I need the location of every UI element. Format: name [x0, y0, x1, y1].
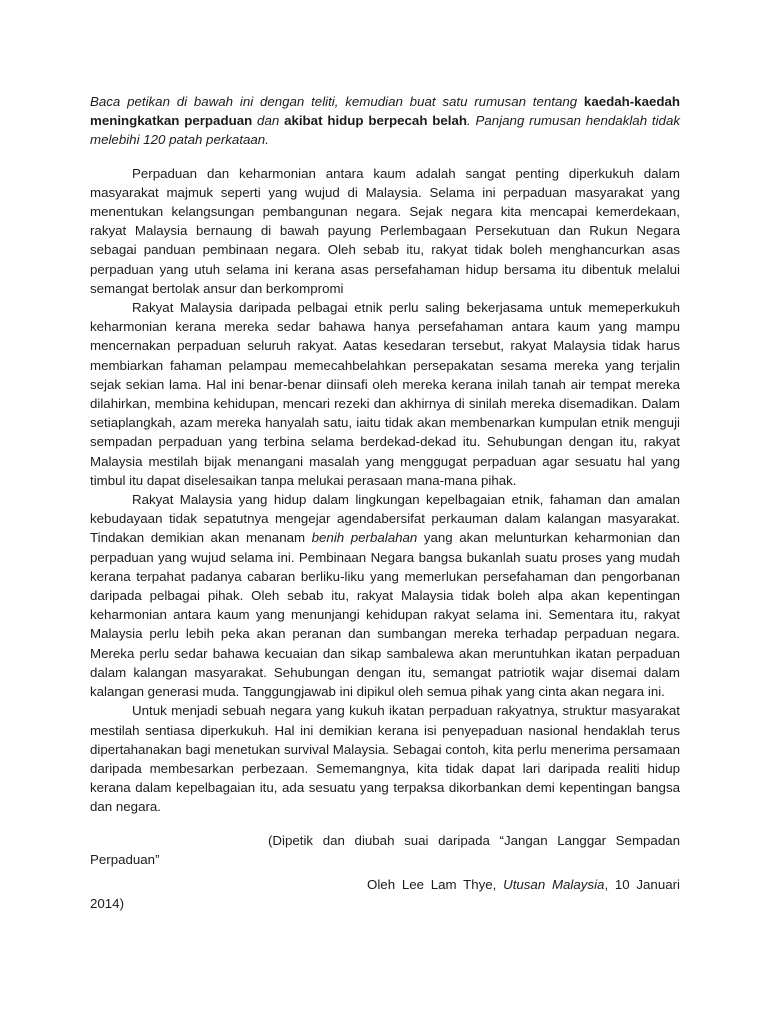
- paragraph-3-text: Rakyat Malaysia yang hidup dalam lingkungan kepelbagaian etnik, fahaman dan amalan kebudayaan tidak sepatutnya mengejar agendabersifat perkauman dalam kalangan masyarakat. Tindakan demikian akan menanam: [90, 492, 680, 546]
- citation-line: Perpaduan”: [90, 851, 160, 867]
- instructions-text: . Panjang rumusan hendaklah tidak melebihi 120 patah perkataan.: [90, 113, 680, 148]
- paragraph-3-text: yang akan melunturkan keharmonian dan perpaduan yang wujud selama ini. Pembinaan Negara bangsa bukanlah suatu proses yang mudah kerana terpahat padanya cabaran berliku-liku yang memerlukan persefahaman dan pengorbanan daripada pelbagai pihak. Oleh sebab itu, rakyat Malaysia tidak boleh alpa akan kepentingan keharmonian antara kaum yang menunjangi kehidupan rakyat selama ini. Sementara itu, rakyat Malaysia perlu lebih peka akan peranan dan sumbangan mereka terhadap perpaduan negara. Mereka perlu sedar bahawa kecuaian dan sikap sambalewa akan meruntuhkan ikatan perpaduan dalam kalangan masyarakat. Sehubungan dengan itu, semangat patriotik wajar disemai dalam kalangan generasi muda. Tanggungjawab ini dipikul oleh semua pihak yang cinta akan negara ini.: [90, 530, 680, 700]
- instructions: [90, 92, 680, 150]
- citation-line: 2014): [90, 896, 125, 912]
- citation-date: , 10 Januari: [604, 876, 681, 892]
- instructions-text: Baca petikan di bawah ini dengan teliti, kemudian buat satu rumusan tentang: [90, 94, 584, 109]
- instructions-text: dan: [252, 113, 285, 129]
- instructions-bold-consequences: akibat hidup berpecah belah: [284, 113, 468, 129]
- paragraph-3: [90, 490, 680, 701]
- document-page: [90, 92, 680, 913]
- paragraph-1: Perpaduan dan keharmonian antara kaum adalah sangat penting diperkukuh dalam masyarakat majmuk seperti yang wujud di Malaysia. Selama ini perpaduan masyarakat yang menentukan kelangsungan pembangunan negara. Sejak negara kita mencapai kemerdekaan, rakyat Malaysia bernaung di bawah payung Perlembagaan Persekutuan dan Rukun Negara sebagai panduan pembinaan negara. Oleh sebab itu, rakyat tidak boleh menghancurkan asas perpaduan yang utuh selama ini kerana asas persefahaman hidup bersama itu dibentuk melalui semangat bertolak ansur dan berkompromi: [90, 165, 680, 296]
- citation-publication: Utusan Malaysia: [503, 876, 605, 892]
- paragraph-4: Untuk menjadi sebuah negara yang kukuh ikatan perpaduan rakyatnya, struktur masyarakat mestilah sentiasa diperkukuh. Hal ini demikian kerana isi penyepaduan nasional hendaklah terus dipertahanakan bagi menetukan survival Malaysia. Sebagai contoh, kita perlu menerima persamaan daripada membesarkan perbezaan. Sememangnya, kita tidak dapat lari daripada realiti hidup kerana dalam kepelbagaian itu, ada sesuatu yang terpaksa dikorbankan demi kepentingan bangsa dan negara.: [90, 703, 680, 815]
- citation-line: (Dipetik dan diubah suai daripada “Jangan Langgar Sempadan: [268, 832, 680, 848]
- citation-author-line: [90, 875, 680, 894]
- paragraph-2: Rakyat Malaysia daripada pelbagai etnik perlu saling bekerjasama untuk memeperkukuh keharmonian kerana mereka sedar bahawa hanya persefahaman antara kaum yang mampu mencernakan perpaduan seluruh rakyat. Aatas kesedaran tersebut, rakyat Malaysia tidak harus membiarkan fahaman pelampau memecahbelahkan persepakatan sesama mereka yang terjalin sejak sekian lama. Hal ini benar-benar diinsafi oleh mereka kerana inilah tanah air tempat mereka dilahirkan, membina kehidupan, mencari rezeki dan akhirnya di sinilah mereka disemadikan. Dalam setiaplangkah, azam mereka hanyalah satu, iaitu tidak akan membenarkan kumpulan etnik menguji sempadan perpaduan yang terbina selama berdekad-dekad itu. Sehubungan dengan itu, rakyat Malaysia mestilah bijak menangani masalah yang menggugat perpaduan agar sesuatu hal yang timbul itu dapat diselesaikan tanpa melukai perasaan mana-mana pihak.: [90, 300, 680, 488]
- instructions-bold-methods: kaedah-kaedah meningkatkan perpaduan: [90, 94, 680, 129]
- source-citation: [90, 831, 680, 914]
- paragraph-3-italic: benih perbalahan: [311, 530, 418, 546]
- citation-author: Oleh Lee Lam Thye,: [367, 876, 504, 892]
